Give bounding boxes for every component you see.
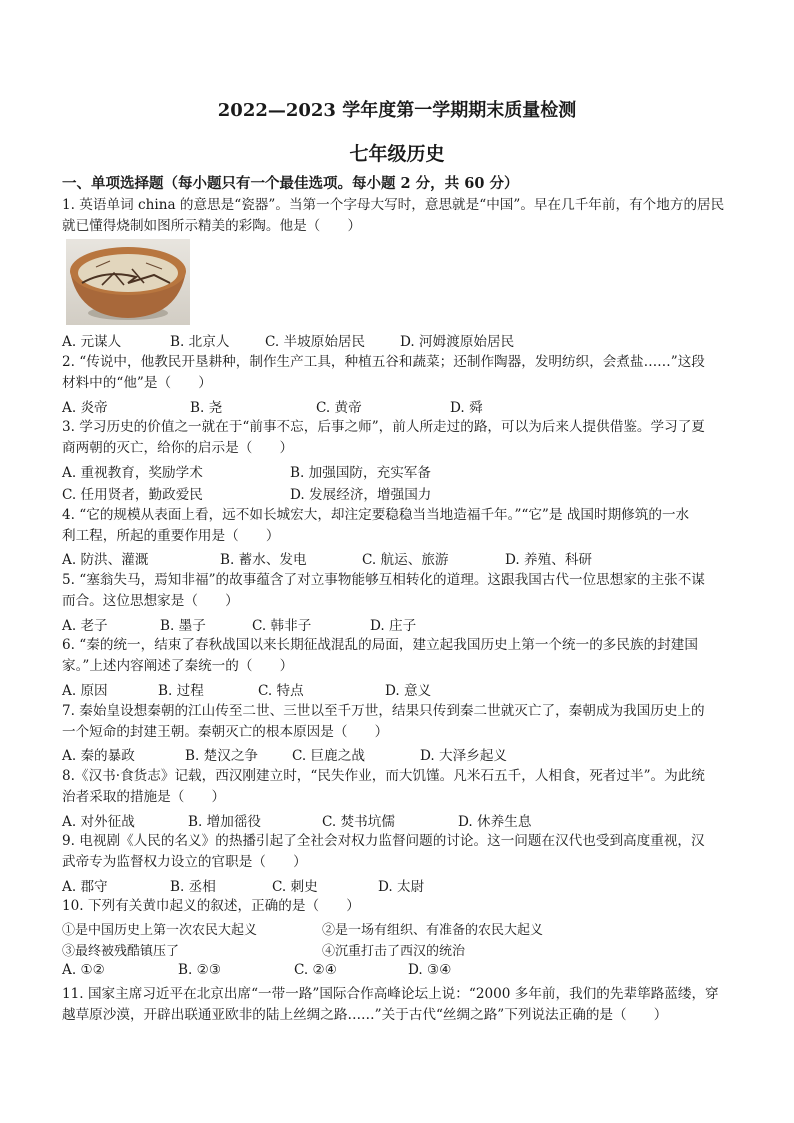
question-9-stem-line-2: 武帝专为监督权力设立的官职是（ ） [62, 854, 307, 870]
question-7-stem-line-1: 7. 秦始皇设想秦朝的江山传至二世、三世以至千万世，结果只传到秦二世就灭亡了，秦朝成为我国历史上的 [62, 703, 705, 719]
question-6-stem-line-1: 6. “秦的统一，结束了春秋战国以来长期征战混乱的局面，建立起我国历史上第一个统一的多民族的封建国 [62, 637, 698, 653]
option-8-C: C. 焚书坑儒 [322, 814, 395, 830]
option-8-B: B. 增加徭役 [188, 814, 262, 830]
option-9-A: A. 郡守 [62, 879, 108, 895]
question-11-stem-line-1: 11. 国家主席习近平在北京出席“一带一路”国际合作高峰论坛上说：“2000 多年前，我们的先辈筚路蓝缕，穿 [62, 986, 719, 1002]
option-4-C: C. 航运、旅游 [362, 552, 449, 568]
option-10-D: D. ③④ [408, 962, 452, 978]
option-1-D: D. 河姆渡原始居民 [400, 334, 515, 350]
statement-10-1: ①是中国历史上第一次农民大起义 [62, 923, 258, 938]
question-10-stem: 10. 下列有关黄巾起义的叙述，正确的是（ ） [62, 898, 360, 914]
question-8-stem-line-2: 治者采取的措施是（ ） [62, 789, 226, 805]
option-1-C: C. 半坡原始居民 [265, 334, 366, 350]
option-6-B: B. 过程 [158, 683, 204, 699]
question-1-stem-line-2: 就已懂得烧制如图所示精美的彩陶。他是（ ） [62, 218, 362, 234]
pottery-bowl-illustration [66, 239, 190, 325]
question-6-stem-line-2: 家。”上述内容阐述了秦统一的（ ） [62, 658, 294, 674]
option-5-A: A. 老子 [62, 618, 108, 634]
statement-10-4: ④沉重打击了西汉的统治 [322, 944, 466, 959]
option-7-D: D. 大泽乡起义 [420, 748, 508, 764]
question-1-stem-line-1: 1. 英语单词 china 的意思是“瓷器”。当第一个字母大写时，意思就是“中国”。早在几千年前，有个地方的居民 [62, 197, 725, 213]
option-7-A: A. 秦的暴政 [62, 748, 135, 764]
option-4-D: D. 养殖、科研 [505, 552, 593, 568]
statement-10-2: ②是一场有组织、有准备的农民大起义 [322, 923, 544, 938]
option-9-C: C. 刺史 [272, 879, 318, 895]
option-3-D: D. 发展经济，增强国力 [290, 487, 432, 503]
option-4-B: B. 蓄水、发电 [220, 552, 307, 568]
option-3-C: C. 任用贤者，勤政爱民 [62, 487, 203, 503]
question-2-stem-line-1: 2. “传说中，他教民开垦耕种，制作生产工具，种植五谷和蔬菜；还制作陶器，发明纺织，会煮盐……”这段 [62, 354, 705, 370]
question-3-stem-line-2: 商两朝的灭亡，给你的启示是（ ） [62, 440, 294, 456]
section-heading: 一、单项选择题（每小题只有一个最佳选项。每小题 2 分，共 60 分） [62, 175, 519, 192]
option-1-B: B. 北京人 [170, 334, 230, 350]
exam-title: 2022—2023 学年度第一学期期末质量检测 [217, 100, 577, 121]
option-9-B: B. 丞相 [170, 879, 216, 895]
option-5-C: C. 韩非子 [252, 618, 312, 634]
option-2-D: D. 舜 [450, 400, 483, 416]
question-9-stem-line-1: 9. 电视剧《人民的名义》的热播引起了全社会对权力监督问题的讨论。这一问题在汉代也受到高度重视，汉 [62, 833, 705, 849]
question-3-stem-line-1: 3. 学习历史的价值之一就在于“前事不忘，后事之师”，前人所走过的路，可以为后来人提供借鉴。学习了夏 [62, 419, 705, 435]
option-5-D: D. 庄子 [370, 618, 417, 634]
option-6-C: C. 特点 [258, 683, 304, 699]
question-11-stem-line-2: 越草原沙漠，开辟出联通亚欧非的陆上丝绸之路……”关于古代“丝绸之路”下列说法正确的是（ ） [62, 1007, 668, 1023]
option-8-D: D. 休养生息 [458, 814, 532, 830]
option-7-B: B. 楚汉之争 [185, 748, 259, 764]
question-4-stem-line-2: 利工程，所起的重要作用是（ ） [62, 528, 280, 544]
option-10-B: B. ②③ [178, 962, 222, 978]
option-4-A: A. 防洪、灌溉 [62, 552, 149, 568]
option-7-C: C. 巨鹿之战 [292, 748, 365, 764]
option-10-C: C. ②④ [294, 962, 337, 978]
question-2-stem-line-2: 材料中的“他”是（ ） [62, 375, 212, 391]
option-2-A: A. 炎帝 [62, 400, 108, 416]
question-5-stem-line-1: 5. “塞翁失马，焉知非福”的故事蕴含了对立事物能够互相转化的道理。这跟我国古代一位思想家的主张不谋 [62, 572, 705, 588]
option-10-A: A. ①② [62, 962, 105, 978]
option-8-A: A. 对外征战 [62, 814, 135, 830]
option-5-B: B. 墨子 [160, 618, 206, 634]
option-3-A: A. 重视教育，奖励学术 [62, 465, 203, 481]
option-3-B: B. 加强国防，充实军备 [290, 465, 431, 481]
option-2-B: B. 尧 [190, 400, 223, 416]
painted-pottery-image [66, 239, 190, 325]
statement-10-3: ③最终被残酷镇压了 [62, 944, 180, 959]
question-7-stem-line-2: 一个短命的封建王朝。秦朝灭亡的根本原因是（ ） [62, 724, 389, 740]
option-6-D: D. 意义 [385, 683, 432, 699]
option-9-D: D. 太尉 [378, 879, 425, 895]
exam-subtitle: 七年级历史 [349, 143, 445, 165]
option-6-A: A. 原因 [62, 683, 108, 699]
question-8-stem-line-1: 8.《汉书·食货志》记载，西汉刚建立时，“民失作业，而大饥馑。凡米石五千，人相食，死者过半”。为此统 [62, 768, 705, 784]
question-4-stem-line-1: 4. “它的规模从表面上看，远不如长城宏大，却注定要稳稳当当地造福千年。”“它”是 战国时期修筑的一水 [62, 507, 690, 523]
option-1-A: A. 元谋人 [62, 334, 122, 350]
question-5-stem-line-2: 而合。这位思想家是（ ） [62, 593, 239, 609]
option-2-C: C. 黄帝 [316, 400, 362, 416]
